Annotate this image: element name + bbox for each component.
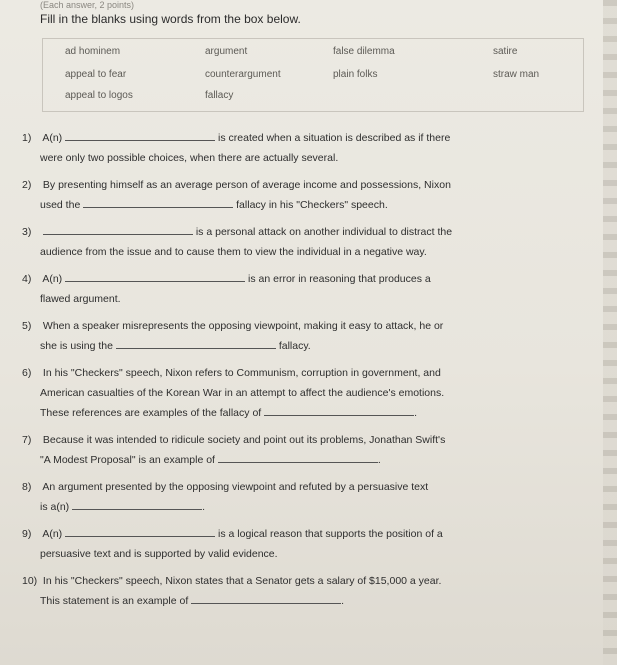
answer-blank[interactable] (191, 592, 341, 604)
answer-blank[interactable] (264, 404, 414, 416)
question-2: 2) By presenting himself as an average person of average income and possessions, Nixon used the fallacy in his "Checkers" speech. (22, 175, 582, 215)
question-number: 2) (22, 179, 32, 191)
question-1: 1) A(n) is created when a situation is described as if there were only two possible choices, when there are actually several. (22, 128, 582, 168)
question-6: 6) In his "Checkers" speech, Nixon refers to Communism, corruption in government, and American casualties of the Korean War in an attempt to affect the audience's emotions. These references are examples of the fallacy of . (22, 363, 582, 423)
word-bank (42, 38, 584, 112)
question-number: 10) (22, 575, 38, 587)
question-number: 5) (22, 320, 32, 332)
answer-blank[interactable] (65, 525, 215, 537)
instructions: Fill in the blanks using words from the box below. (40, 12, 301, 26)
answer-blank[interactable] (72, 498, 202, 510)
points-note: (Each answer, 2 points) (40, 0, 135, 10)
word-bank-item: false dilemma (333, 46, 395, 57)
question-number: 9) (22, 528, 32, 540)
question-number: 7) (22, 434, 32, 446)
answer-blank[interactable] (83, 196, 233, 208)
word-bank-item: appeal to fear (65, 69, 127, 80)
page-binding-edge (603, 0, 617, 665)
question-7: 7) Because it was intended to ridicule society and point out its problems, Jonathan Swift's "A Modest Proposal" is an example of . (22, 430, 582, 470)
question-4: 4) A(n) is an error in reasoning that produces a flawed argument. (22, 269, 582, 309)
word-bank-item: ad hominem (65, 46, 121, 57)
question-list (22, 128, 582, 618)
question-5: 5) When a speaker misrepresents the opposing viewpoint, making it easy to attack, he or she is using the fallacy. (22, 316, 582, 356)
word-bank-item: counterargument (205, 69, 281, 80)
word-bank-item: plain folks (333, 69, 378, 80)
answer-blank[interactable] (218, 451, 378, 463)
answer-blank[interactable] (65, 129, 215, 141)
word-bank-item: straw man (493, 69, 540, 80)
question-number: 3) (22, 226, 32, 238)
answer-blank[interactable] (43, 223, 193, 235)
question-number: 4) (22, 273, 32, 285)
question-number: 6) (22, 367, 32, 379)
question-8: 8) An argument presented by the opposing viewpoint and refuted by a persuasive text is a(n) . (22, 477, 582, 517)
question-3: 3) is a personal attack on another individual to distract the audience from the issue and to cause them to view the individual in a negative way. (22, 222, 582, 262)
word-bank-item: fallacy (205, 90, 234, 101)
question-number: 8) (22, 481, 32, 493)
question-9: 9) A(n) is a logical reason that supports the position of a persuasive text and is supported by valid evidence. (22, 524, 582, 564)
question-number: 1) (22, 132, 32, 144)
word-bank-item: appeal to logos (65, 90, 133, 101)
word-bank-item: argument (205, 46, 248, 57)
question-10: 10) In his "Checkers" speech, Nixon states that a Senator gets a salary of $15,000 a year. This statement is an example of . (22, 571, 582, 611)
answer-blank[interactable] (116, 337, 276, 349)
word-bank-item: satire (493, 46, 518, 57)
answer-blank[interactable] (65, 270, 245, 282)
